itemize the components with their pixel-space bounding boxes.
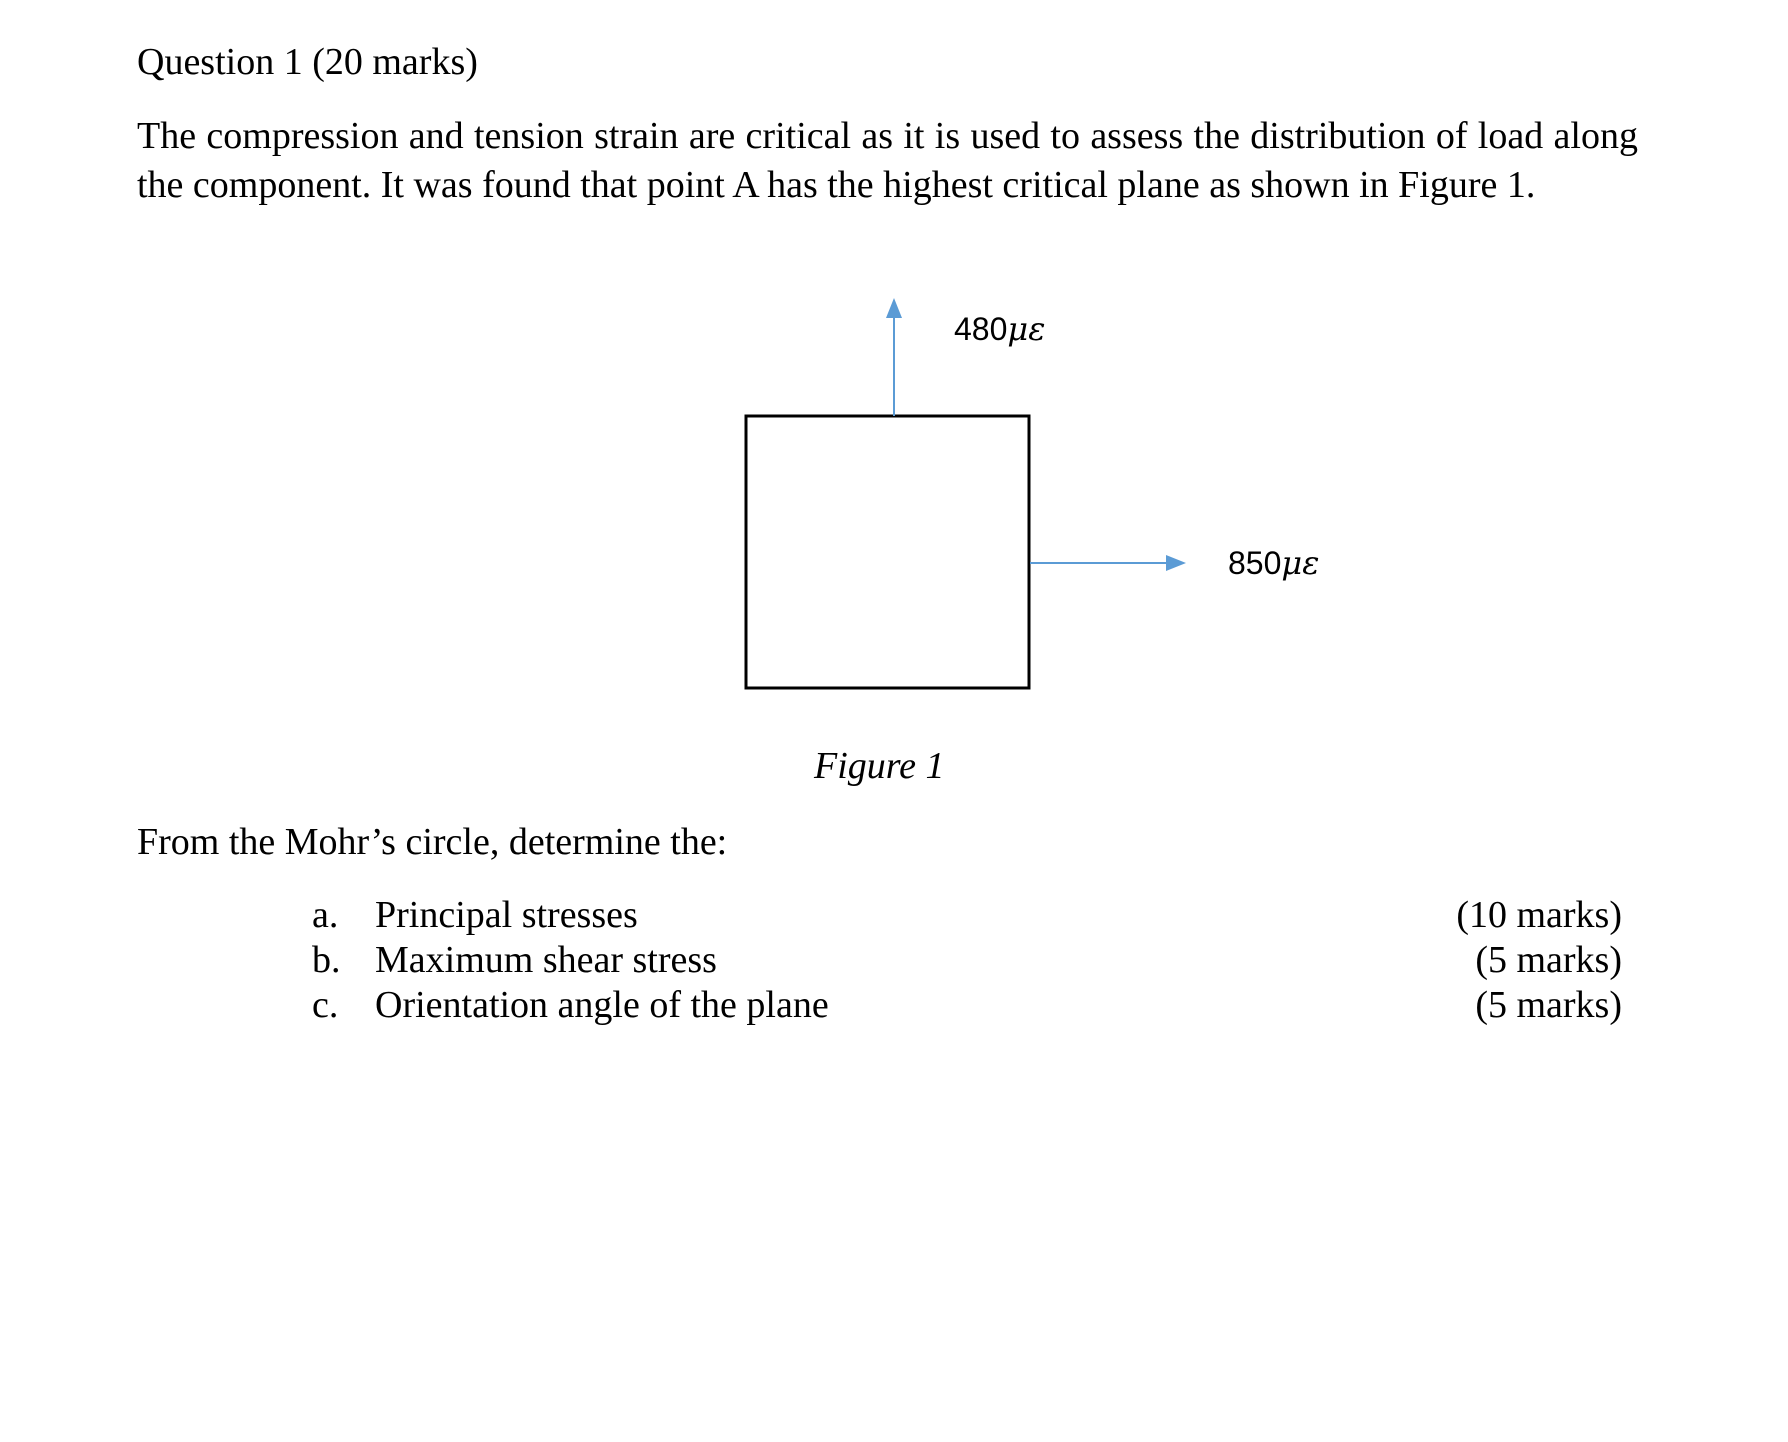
horizontal-strain-arrow-head	[1166, 555, 1186, 571]
task-letter: c.	[312, 984, 339, 1026]
element-square	[746, 416, 1029, 688]
task-marks: (10 marks)	[1456, 894, 1622, 936]
question-heading: Question 1 (20 marks)	[137, 41, 478, 83]
question-intro: The compression and tension strain are critical as it is used to assess the distribution of load along the component. It was found that point A has the highest critical plane as shown in Figure 1.	[137, 115, 1638, 206]
task-text: Principal stresses	[375, 894, 638, 936]
task-list	[312, 893, 1622, 1028]
task-marks: (5 marks)	[1475, 984, 1622, 1026]
task-letter: b.	[312, 939, 341, 981]
task-item	[312, 938, 1622, 983]
horizontal-strain-unit: με	[1281, 544, 1320, 582]
task-text: Maximum shear stress	[375, 939, 717, 981]
task-text: Orientation angle of the plane	[375, 984, 829, 1026]
instruction-text: From the Mohr’s circle, determine the:	[137, 821, 728, 863]
horizontal-strain-value: 850	[1228, 545, 1282, 581]
vertical-strain-arrow-head	[886, 298, 902, 318]
figure-caption: Figure 1	[814, 745, 945, 787]
task-item	[312, 983, 1622, 1028]
horizontal-strain-label	[1228, 544, 1319, 582]
strain-diagram	[0, 280, 1788, 800]
vertical-strain-label	[954, 310, 1045, 348]
task-letter: a.	[312, 894, 339, 936]
vertical-strain-value: 480	[954, 311, 1008, 347]
task-marks: (5 marks)	[1475, 939, 1622, 981]
strain-figure	[0, 280, 1788, 800]
task-item	[312, 893, 1622, 938]
vertical-strain-unit: με	[1007, 310, 1046, 348]
